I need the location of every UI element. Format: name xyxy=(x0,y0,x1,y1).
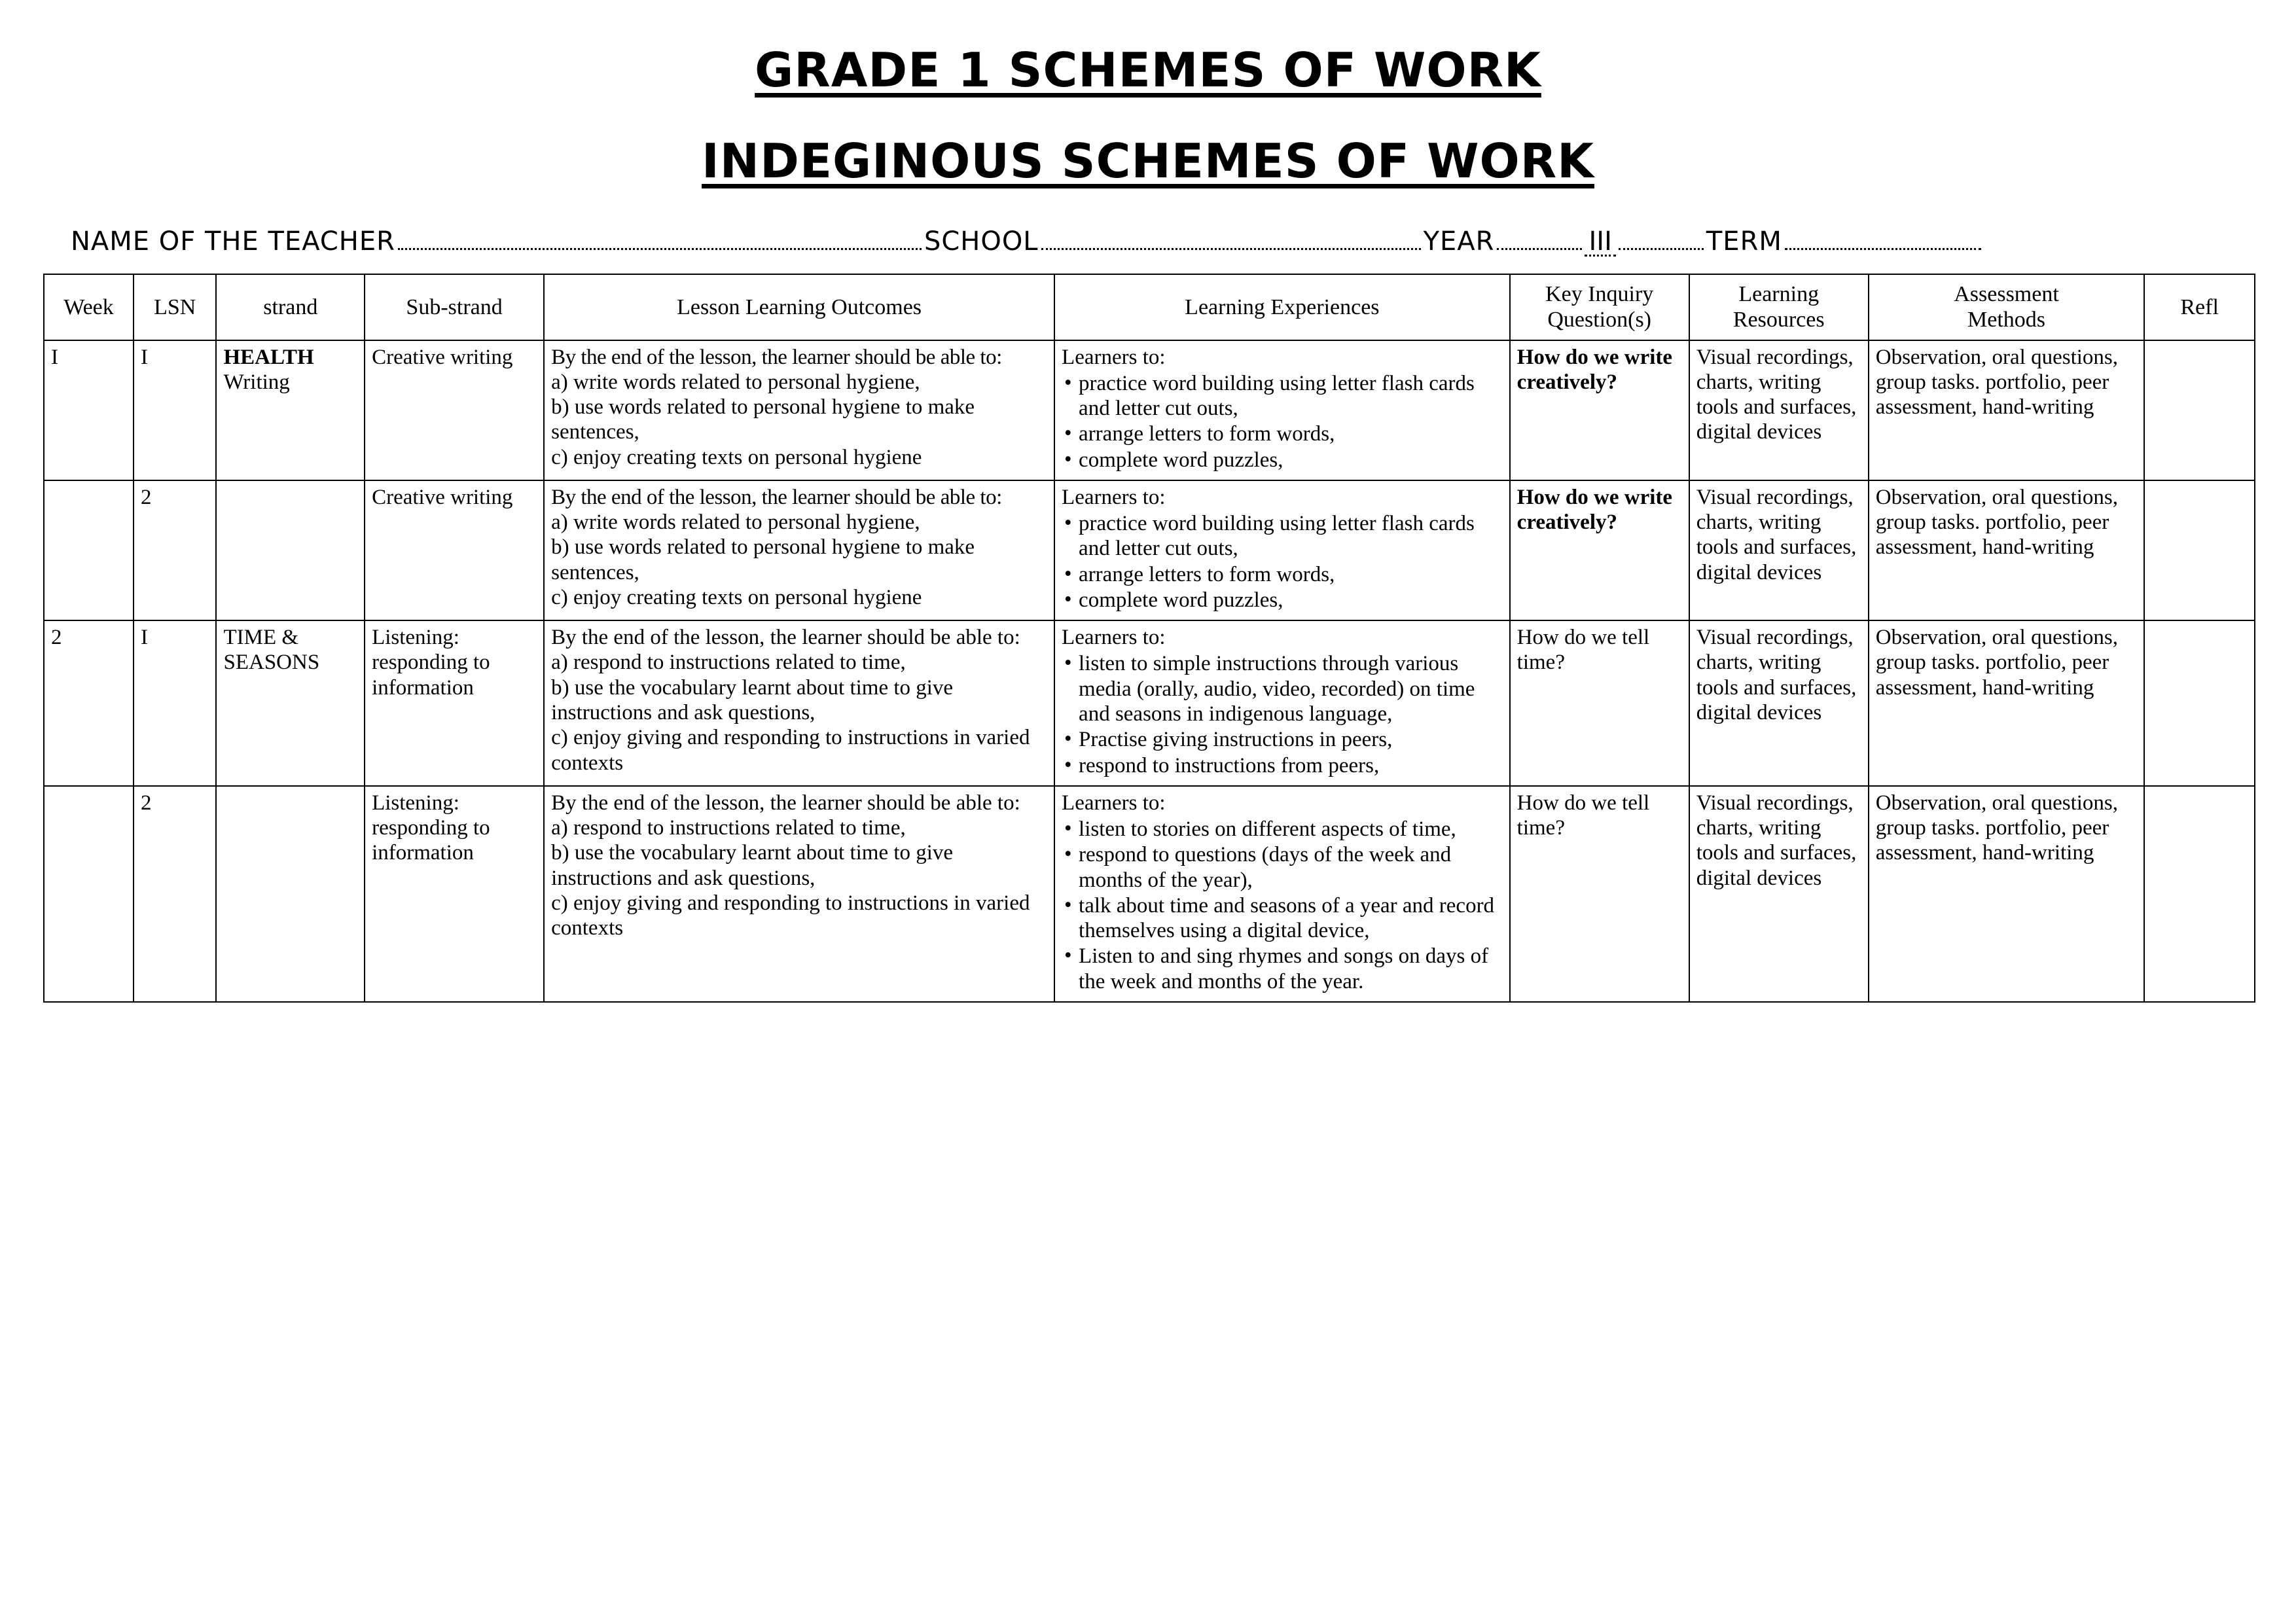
column-header-assessment-methods xyxy=(1869,274,2145,340)
outcome-a: a) write words related to personal hygiene, xyxy=(551,370,920,394)
experiences-list xyxy=(1062,511,1503,613)
outcome-c: c) enjoy creating texts on personal hygiene xyxy=(551,445,922,469)
strand-sub: Writing xyxy=(223,370,290,394)
outcomes-lead: By the end of the lesson, the learner should be able to: xyxy=(551,626,1020,650)
cell-lsn: 2 xyxy=(134,480,216,620)
cell-learning-resources: Visual recordings, charts, writing tools and surfaces, digital devices xyxy=(1689,480,1869,620)
year-dots-left xyxy=(1497,247,1582,250)
cell-key-inquiry-question: How do we write creatively? xyxy=(1510,340,1689,480)
cell-week: 2 xyxy=(44,620,134,786)
year-value[interactable]: III xyxy=(1585,228,1615,257)
outcomes-lead: By the end of the lesson, the learner should be able to: xyxy=(551,791,1020,815)
key-inquiry-line-2: Question(s) xyxy=(1547,308,1652,332)
experience-item: • practice word building using letter flash cards and letter cut outs, xyxy=(1062,511,1503,562)
school-field[interactable] xyxy=(1041,247,1421,250)
cell-learning-experiences xyxy=(1054,786,1510,1002)
experiences-list xyxy=(1062,371,1503,473)
experience-item: • listen to stories on different aspects of time, xyxy=(1062,817,1503,842)
teacher-name-field[interactable] xyxy=(398,247,922,250)
outcome-b: b) use words related to personal hygiene to make sentences, xyxy=(551,535,975,584)
experiences-list xyxy=(1062,817,1503,994)
year-label: YEAR xyxy=(1423,226,1495,257)
cell-lesson-learning-outcomes xyxy=(544,786,1054,1002)
experience-item: • talk about time and seasons of a year and record themselves using a digital device, xyxy=(1062,893,1503,944)
table-row xyxy=(44,620,2255,786)
cell-lesson-learning-outcomes xyxy=(544,620,1054,786)
cell-week xyxy=(44,480,134,620)
cell-strand xyxy=(216,480,365,620)
cell-strand xyxy=(216,786,365,1002)
header-fields xyxy=(71,226,2257,257)
column-header-learning-resources xyxy=(1689,274,1869,340)
cell-lsn: I xyxy=(134,340,216,480)
cell-assessment-methods: Observation, oral questions, group tasks. portfolio, peer assessment, hand-writing xyxy=(1869,340,2145,480)
experience-item: • Listen to and sing rhymes and songs on days of the week and months of the year. xyxy=(1062,944,1503,994)
experience-item: • respond to questions (days of the week and months of the year), xyxy=(1062,842,1503,893)
column-header-lsn: LSN xyxy=(134,274,216,340)
resources-line-2: Resources xyxy=(1732,308,1825,332)
outcome-c: c) enjoy giving and responding to instructions in varied contexts xyxy=(551,891,1030,940)
experience-item: • arrange letters to form words, xyxy=(1062,421,1503,446)
column-header-strand: strand xyxy=(216,274,365,340)
cell-strand xyxy=(216,620,365,786)
experience-item: • complete word puzzles, xyxy=(1062,588,1503,613)
column-header-learning-experiences: Learning Experiences xyxy=(1054,274,1510,340)
key-inquiry-line-1: Key Inquiry xyxy=(1545,282,1654,307)
experiences-lead: Learners to: xyxy=(1062,626,1166,650)
cell-refl[interactable] xyxy=(2144,620,2255,786)
title-block xyxy=(39,45,2257,187)
experiences-list xyxy=(1062,651,1503,777)
experience-item: • complete word puzzles, xyxy=(1062,448,1503,473)
table-body xyxy=(44,340,2255,1002)
table-header-row xyxy=(44,274,2255,340)
table-row xyxy=(44,786,2255,1002)
cell-assessment-methods: Observation, oral questions, group tasks. portfolio, peer assessment, hand-writing xyxy=(1869,620,2145,786)
cell-strand xyxy=(216,340,365,480)
term-field[interactable] xyxy=(1785,247,1981,250)
cell-lesson-learning-outcomes xyxy=(544,480,1054,620)
experience-item: • practice word building using letter flash cards and letter cut outs, xyxy=(1062,371,1503,421)
column-header-week: Week xyxy=(44,274,134,340)
outcome-c: c) enjoy creating texts on personal hygiene xyxy=(551,585,922,609)
cell-sub-strand: Creative writing xyxy=(365,340,544,480)
strand-main: HEALTH xyxy=(223,345,314,369)
cell-learning-experiences xyxy=(1054,340,1510,480)
cell-lsn: I xyxy=(134,620,216,786)
cell-sub-strand: Listening: responding to information xyxy=(365,620,544,786)
table-row xyxy=(44,340,2255,480)
page-title: GRADE 1 SCHEMES OF WORK xyxy=(755,43,1541,98)
cell-learning-resources: Visual recordings, charts, writing tools and surfaces, digital devices xyxy=(1689,340,1869,480)
outcomes-lead: By the end of the lesson, the learner should be able to: xyxy=(551,345,1002,369)
schemes-of-work-table xyxy=(43,274,2255,1003)
cell-learning-experiences xyxy=(1054,480,1510,620)
experience-item: • listen to simple instructions through various media (orally, audio, video, recorded) on time and seasons in indigenous language, xyxy=(1062,651,1503,726)
cell-assessment-methods: Observation, oral questions, group tasks. portfolio, peer assessment, hand-writing xyxy=(1869,786,2145,1002)
cell-refl[interactable] xyxy=(2144,480,2255,620)
column-header-refl: Refl xyxy=(2144,274,2255,340)
assessment-line-2: Methods xyxy=(1967,308,2046,332)
column-header-lesson-learning-outcomes: Lesson Learning Outcomes xyxy=(544,274,1054,340)
experience-item: • arrange letters to form words, xyxy=(1062,562,1503,587)
experience-item: • respond to instructions from peers, xyxy=(1062,753,1503,778)
experience-item: • Practise giving instructions in peers, xyxy=(1062,727,1503,752)
outcome-b: b) use words related to personal hygiene to make sentences, xyxy=(551,395,975,444)
school-label: SCHOOL xyxy=(924,226,1039,257)
outcome-b: b) use the vocabulary learnt about time to give instructions and ask questions, xyxy=(551,841,954,890)
strand-main: TIME & SEASONS xyxy=(223,626,320,675)
column-header-sub-strand: Sub-strand xyxy=(365,274,544,340)
assessment-line-1: Assessment xyxy=(1954,282,2059,307)
cell-learning-resources: Visual recordings, charts, writing tools and surfaces, digital devices xyxy=(1689,620,1869,786)
cell-key-inquiry-question: How do we tell time? xyxy=(1510,786,1689,1002)
outcome-a: a) respond to instructions related to time, xyxy=(551,651,906,675)
outcomes-lead: By the end of the lesson, the learner should be able to: xyxy=(551,485,1002,509)
cell-sub-strand: Listening: responding to information xyxy=(365,786,544,1002)
cell-week xyxy=(44,786,134,1002)
cell-refl[interactable] xyxy=(2144,786,2255,1002)
cell-lesson-learning-outcomes xyxy=(544,340,1054,480)
teacher-name-label: NAME OF THE TEACHER xyxy=(71,226,395,257)
outcome-a: a) respond to instructions related to time, xyxy=(551,816,906,840)
table-row xyxy=(44,480,2255,620)
experiences-lead: Learners to: xyxy=(1062,345,1166,369)
column-header-key-inquiry-questions xyxy=(1510,274,1689,340)
cell-refl[interactable] xyxy=(2144,340,2255,480)
experiences-lead: Learners to: xyxy=(1062,485,1166,509)
cell-learning-experiences xyxy=(1054,620,1510,786)
resources-line-1: Learning xyxy=(1738,282,1820,307)
outcome-b: b) use the vocabulary learnt about time to give instructions and ask questions, xyxy=(551,675,954,725)
page-subtitle: INDEGINOUS SCHEMES OF WORK xyxy=(702,134,1594,189)
cell-sub-strand: Creative writing xyxy=(365,480,544,620)
outcome-a: a) write words related to personal hygiene, xyxy=(551,510,920,535)
year-dots-right xyxy=(1619,247,1704,250)
cell-key-inquiry-question: How do we write creatively? xyxy=(1510,480,1689,620)
cell-lsn: 2 xyxy=(134,786,216,1002)
outcome-c: c) enjoy giving and responding to instructions in varied contexts xyxy=(551,726,1030,775)
cell-learning-resources: Visual recordings, charts, writing tools and surfaces, digital devices xyxy=(1689,786,1869,1002)
cell-week: I xyxy=(44,340,134,480)
term-label: TERM xyxy=(1706,226,1782,257)
experiences-lead: Learners to: xyxy=(1062,791,1166,815)
cell-assessment-methods: Observation, oral questions, group tasks. portfolio, peer assessment, hand-writing xyxy=(1869,480,2145,620)
cell-key-inquiry-question: How do we tell time? xyxy=(1510,620,1689,786)
